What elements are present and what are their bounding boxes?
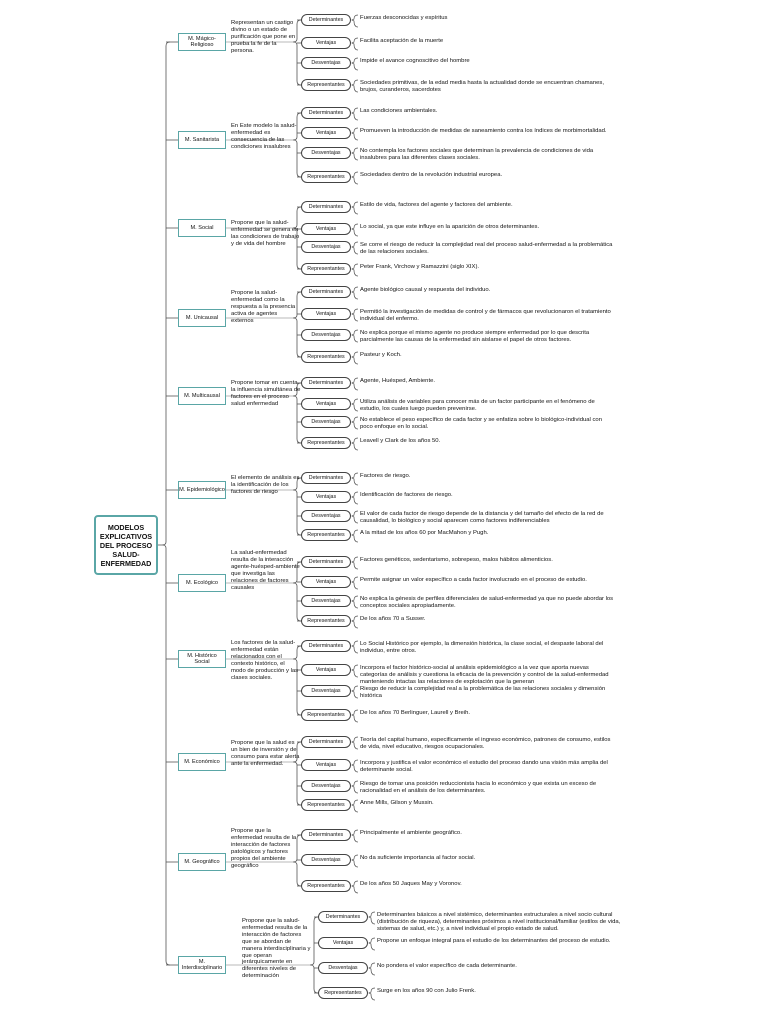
leaf-bracket: [352, 830, 358, 842]
aspect-text: Peter Frank, Virchow y Ramazzini (siglo XIX).: [360, 264, 480, 270]
leaf-bracket: [352, 202, 358, 214]
leaf-bracket: [352, 881, 358, 893]
aspect-text: Agente, Huésped, Ambiente.: [360, 378, 435, 384]
aspect-label: Representantes: [301, 880, 351, 892]
aspect-text: Impide el avance cognoscitivo del hombre: [360, 58, 470, 64]
aspect-text: No explica la génesis de perfiles diferenciales de salud-enfermedad ya que no puede abordar los conceptos sociales apropiadamente.: [360, 596, 614, 609]
leaf-bracket: [352, 596, 358, 608]
leaf-bracket: [352, 224, 358, 236]
aspect-text: No pondera el valor específico de cada determinante.: [377, 963, 517, 969]
model-name-box: M. Económico: [178, 753, 226, 771]
aspect-label: Desventajas: [301, 329, 351, 341]
model-description: Propone tomar en cuenta la influencia simultánea de factores en el proceso salud enfermedad: [231, 380, 301, 407]
aspect-text: Facilita aceptación de la muerte: [360, 38, 444, 44]
aspect-text: Permite asignar un valor específico a cada factor involucrado en el proceso de estudio.: [360, 577, 587, 583]
leaf-bracket: [352, 148, 358, 160]
aspect-text: De los años 50 Jaques May y Voronov.: [360, 881, 462, 887]
model-name-box: M. Epidemiológico: [178, 481, 226, 499]
aspect-label: Desventajas: [301, 685, 351, 697]
aspect-text: Propone un enfoque integral para el estudio de los determinantes del proceso de estudio.: [377, 938, 611, 944]
aspect-label: Desventajas: [301, 147, 351, 159]
aspect-label: Determinantes: [301, 736, 351, 748]
aspect-text: Pasteur y Koch.: [360, 352, 402, 358]
aspect-label: Determinantes: [301, 107, 351, 119]
model-description: En Este modelo la salud-enfermedad es consecuencia de las condiciones insalubres: [231, 123, 297, 150]
aspect-label: Representantes: [301, 79, 351, 91]
model-name-box: M. Ecológico: [178, 574, 226, 592]
leaf-bracket: [352, 686, 358, 698]
aspect-label: Ventajas: [301, 491, 351, 503]
aspect-label: Desventajas: [301, 780, 351, 792]
aspect-label: Representantes: [301, 437, 351, 449]
model-description: La salud-enfermedad resulta de la interacción agente-huésped-ambiente que investiga las relaciones de factores causales: [231, 550, 300, 591]
aspect-label: Ventajas: [301, 308, 351, 320]
leaf-bracket: [352, 378, 358, 390]
leaf-bracket: [352, 530, 358, 542]
model-name-box: M. Mágico-Religioso: [178, 33, 226, 51]
bracket: [162, 42, 170, 965]
aspect-label: Ventajas: [318, 937, 368, 949]
aspect-label: Representantes: [301, 263, 351, 275]
aspect-label: Desventajas: [301, 595, 351, 607]
aspect-label: Representantes: [301, 171, 351, 183]
leaf-bracket: [352, 264, 358, 276]
aspect-text: Fuerzas desconocidas y espíritus: [360, 15, 448, 21]
leaf-bracket: [352, 800, 358, 812]
aspect-text: Teoría del capital humano, especificamente el ingreso económico, patrones de consumo, estilos de vida, nivel educativo, riesgos ocupacionales.: [360, 737, 611, 750]
aspect-label: Desventajas: [301, 57, 351, 69]
aspect-label: Determinantes: [301, 377, 351, 389]
aspect-text: Sociedades primitivas, de la edad media hasta la actualidad donde se encuentran chamanes, brujos, curanderos, sacerdotes: [360, 80, 604, 93]
leaf-bracket: [352, 38, 358, 50]
model-name-box: M. Geográfico: [178, 853, 226, 871]
aspect-text: De los años 70 a Susser.: [360, 616, 426, 622]
aspect-text: Anne Mills, Gilson y Mussin.: [360, 800, 434, 806]
aspect-label: Determinantes: [318, 911, 368, 923]
aspect-text: No contempla los factores sociales que determinan la prevalencia de condiciones de vida insalubres para las diferentes clases sociales.: [360, 148, 594, 161]
aspect-text: Identificación de factores de riesgo.: [360, 492, 453, 498]
model-name-box: M. Unicausal: [178, 309, 226, 327]
aspect-label: Desventajas: [301, 241, 351, 253]
aspect-text: Lo Social Histórico por ejemplo, la dimensión histórica, la clase social, el despaste laboral del individuo, entre otros.: [360, 641, 604, 654]
model-description: Propone que la salud-enfermedad se genera en las condiciones de trabajo y de vida del hombre: [231, 220, 300, 247]
aspect-text: No da suficiente importancia al factor social.: [360, 855, 476, 861]
model-description: Los factores de la salud-enfermedad están relacionados con el contexto histórico, el modo de producción y las clases sociales.: [231, 640, 299, 681]
aspect-text: Principalmente el ambiente geográfico.: [360, 830, 462, 836]
aspect-text: No explica porque el mismo agente no produce siempre enfermedad por lo que descrita parcialmente las causas de la enfermedad sin aislarse el papel de otros factores.: [360, 330, 590, 343]
aspect-text: Determinantes básicos a nivel sistémico, determinantes estructurales a nivel socio cultural (distribución de riqueza), determinantes próximos a nivel institucional/familiar (estilos de vida, sistemas de salud, etc.) y, a nivel individual el propio estado de salud.: [377, 912, 621, 932]
aspect-text: Promueven la introducción de medidas de saneamiento contra los índices de morbimortalidad.: [360, 128, 607, 134]
aspect-text: Incorpora el factor histórico-social al análisis epidemiológico a la vez que aporta nuevas categorías de análisis y cuestiona la eficacia de la prevención y control de la salud-enfermedad manteniendo intactas las relaciones de explotación que la generan: [360, 665, 609, 685]
leaf-bracket: [352, 492, 358, 504]
leaf-bracket: [369, 938, 375, 950]
leaf-bracket: [352, 616, 358, 628]
leaf-bracket: [352, 473, 358, 485]
aspect-label: Determinantes: [301, 829, 351, 841]
leaf-bracket: [352, 665, 358, 677]
aspect-text: Se corre el riesgo de reducir la complejidad real del proceso salud-enfermedad a la problemática de las relaciones sociales.: [360, 242, 613, 255]
leaf-bracket: [352, 760, 358, 772]
aspect-label: Representantes: [301, 709, 351, 721]
aspect-label: Ventajas: [301, 664, 351, 676]
model-description: Propone la salud-enfermedad como la respuesta a la presencia activa de agentes externos: [231, 290, 296, 324]
aspect-text: Las condiciones ambientales.: [360, 108, 438, 114]
leaf-bracket: [352, 172, 358, 184]
aspect-label: Desventajas: [301, 510, 351, 522]
aspect-label: Representantes: [318, 987, 368, 999]
leaf-bracket: [352, 128, 358, 140]
leaf-bracket: [352, 417, 358, 429]
aspect-label: Ventajas: [301, 759, 351, 771]
leaf-bracket: [352, 641, 358, 653]
aspect-text: Factores genéticos, sedentarismo, sobrepeso, malos hábitos alimenticios.: [360, 557, 553, 563]
leaf-bracket: [352, 710, 358, 722]
leaf-bracket: [352, 855, 358, 867]
aspect-text: Sociedades dentro de la revolución industrial europea.: [360, 172, 503, 178]
leaf-bracket: [352, 330, 358, 342]
aspect-label: Determinantes: [301, 14, 351, 26]
leaf-bracket: [352, 737, 358, 749]
aspect-text: Factores de riesgo.: [360, 473, 411, 479]
model-name-box: M. Sanitarista: [178, 131, 226, 149]
leaf-bracket: [352, 309, 358, 321]
leaf-bracket: [352, 511, 358, 523]
aspect-text: Permitió la investigación de medidas de control y de fármacos que revolucionaron el tratamiento individual del enfermo.: [360, 309, 611, 322]
leaf-bracket: [352, 287, 358, 299]
leaf-bracket: [352, 352, 358, 364]
leaf-bracket: [369, 963, 375, 975]
aspect-text: Agente biológico causal y respuesta del individuo.: [360, 287, 491, 293]
aspect-text: Utiliza análisis de variables para conocer más de un factor participante en el fenómeno de estudio, los cuales luego pueden prevenirse.: [360, 399, 595, 412]
leaf-bracket: [352, 58, 358, 70]
aspect-label: Representantes: [301, 529, 351, 541]
model-description: El elemento de análisis es la identificación de los factores de riesgo: [231, 475, 300, 495]
aspect-text: De los años 70 Berlinguer, Laurell y Breih.: [360, 710, 471, 716]
model-name-box: M. Social: [178, 219, 226, 237]
aspect-text: Riesgo de reducir la complejidad real a la problemática de las relaciones sociales y dimensión histórica: [360, 686, 606, 699]
aspect-label: Determinantes: [301, 640, 351, 652]
model-name-box: M. Histórico Social: [178, 650, 226, 668]
leaf-bracket: [369, 912, 375, 924]
leaf-bracket: [352, 15, 358, 27]
aspect-label: Desventajas: [318, 962, 368, 974]
aspect-text: Riesgo de tomar una posición reduccionista hacia lo económico y que exista un exceso de racionalidad en el análisis de los determinantes.: [360, 781, 597, 794]
aspect-label: Ventajas: [301, 37, 351, 49]
leaf-bracket: [352, 242, 358, 254]
aspect-text: Leavell y Clark de los años 50.: [360, 438, 441, 444]
model-name-box: M. Interdisciplinario: [178, 956, 226, 974]
aspect-text: El valor de cada factor de riesgo depende de la distancia y del tamaño del efecto de la red de causalidad, lo biológico y social aparecen como factores indiferenciables: [360, 511, 604, 524]
leaf-bracket: [352, 557, 358, 569]
leaf-bracket: [352, 577, 358, 589]
aspect-text: No establece el peso específico de cada factor y se enfatiza sobre lo biológico-individual con poco enfoque en lo social.: [360, 417, 602, 430]
leaf-bracket: [352, 399, 358, 411]
aspect-label: Determinantes: [301, 201, 351, 213]
model-description: Propone que la enfermedad resulta de la interacción de factores patológicos y factores propios del ambiente geográfico: [231, 828, 297, 869]
aspect-text: A la mitad de los años 60 por MacMahon y Pugh.: [360, 530, 489, 536]
model-description: Propone que la salud es un bien de inversión y de consumo para estar alerta ante la enfermedad.: [231, 740, 300, 767]
aspect-label: Determinantes: [301, 556, 351, 568]
aspect-text: Lo social, ya que este influye en la aparición de otros determinantes.: [360, 224, 540, 230]
aspect-label: Ventajas: [301, 223, 351, 235]
leaf-bracket: [352, 438, 358, 450]
aspect-label: Ventajas: [301, 127, 351, 139]
aspect-text: Estilo de vida, factores del agente y factores del ambiente.: [360, 202, 513, 208]
aspect-label: Representantes: [301, 615, 351, 627]
aspect-text: Surge en los años 90 con Julio Frenk.: [377, 988, 476, 994]
model-name-box: M. Multicausal: [178, 387, 226, 405]
model-description: Representan un castigo divino o un estado de purificación que pone en prueba la fe de la persona.: [231, 20, 296, 54]
aspect-label: Desventajas: [301, 416, 351, 428]
leaf-bracket: [352, 781, 358, 793]
aspect-label: Desventajas: [301, 854, 351, 866]
leaf-bracket: [352, 80, 358, 92]
root-title: MODELOS EXPLICATIVOS DEL PROCESO SALUD-ENFERMEDAD: [94, 515, 158, 575]
model-description: Propone que la salud-enfermedad resulta de la interacción de factores que se abordan de manera interdisciplinaria y que operan jerárquicamente en diferentes niveles de determinación: [242, 918, 311, 980]
aspect-label: Ventajas: [301, 576, 351, 588]
aspect-label: Determinantes: [301, 472, 351, 484]
leaf-bracket: [369, 988, 375, 1000]
aspect-label: Representantes: [301, 351, 351, 363]
aspect-text: Incorpora y justifica el valor económico el estudio del proceso dando una visión más amplia del determinante social.: [360, 760, 608, 773]
aspect-label: Representantes: [301, 799, 351, 811]
aspect-label: Ventajas: [301, 398, 351, 410]
aspect-label: Determinantes: [301, 286, 351, 298]
leaf-bracket: [352, 108, 358, 120]
